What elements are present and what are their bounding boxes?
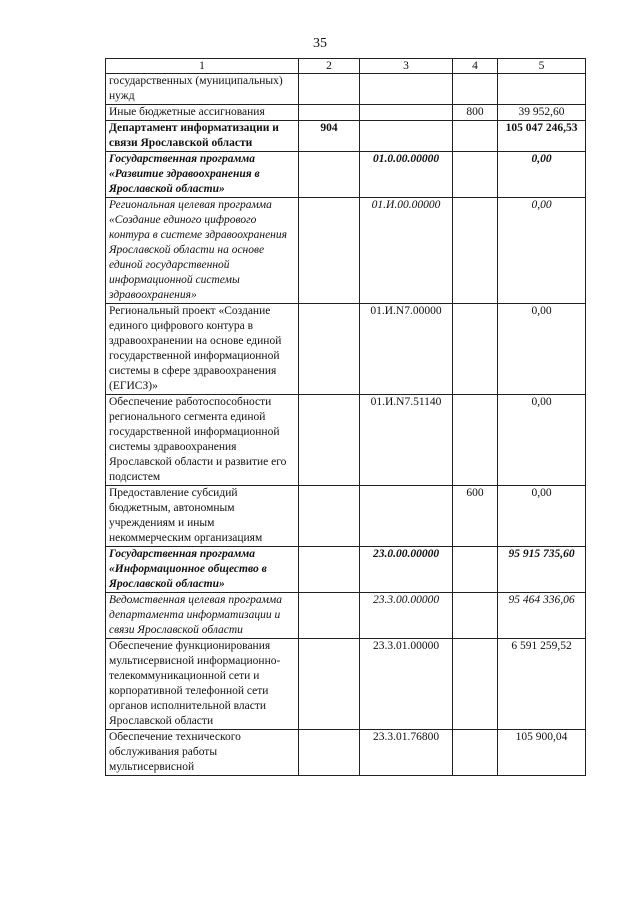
row-name-cell: Региональная целевая программа «Создание единого цифрового контура в системе здравоохранения Ярославской области на основе единой государственной информационной системы здравоохранения» <box>106 198 299 304</box>
column-header: 4 <box>453 59 498 74</box>
row-amount-cell <box>498 74 586 105</box>
row-ministry-cell <box>299 198 360 304</box>
table-header-row <box>106 59 586 74</box>
row-ministry-cell <box>299 486 360 547</box>
row-ministry-cell: 904 <box>299 121 360 152</box>
row-name-cell: Государственная программа «Информационное общество в Ярославской области» <box>106 547 299 593</box>
column-header: 1 <box>106 59 299 74</box>
row-ministry-cell <box>299 395 360 486</box>
column-header: 5 <box>498 59 586 74</box>
row-name-cell: Обеспечение функционирования мультисервисной информационно-телекоммуникационной сети и корпоративной телефонной сети органов исполнительной власти Ярославской области <box>106 639 299 730</box>
row-ministry-cell <box>299 74 360 105</box>
row-ministry-cell <box>299 639 360 730</box>
row-amount-cell: 95 464 336,06 <box>498 593 586 639</box>
column-header: 3 <box>360 59 453 74</box>
row-code-cell: 01.И.00.00000 <box>360 198 453 304</box>
row-ministry-cell <box>299 593 360 639</box>
row-code-cell: 01.0.00.00000 <box>360 152 453 198</box>
table-row <box>106 74 586 105</box>
row-code-cell: 01.И.N7.51140 <box>360 395 453 486</box>
row-amount-cell: 105 900,04 <box>498 730 586 776</box>
row-code-cell: 23.3.01.00000 <box>360 639 453 730</box>
row-type-cell <box>453 74 498 105</box>
row-code-cell <box>360 74 453 105</box>
row-name-cell: Иные бюджетные ассигнования <box>106 105 299 121</box>
row-amount-cell: 0,00 <box>498 198 586 304</box>
page-number: 35 <box>313 36 327 51</box>
row-code-cell <box>360 486 453 547</box>
table-row <box>106 105 586 121</box>
row-name-cell: Региональный проект «Создание единого цифрового контура в здравоохранении на основе единой государственной информационной системы в сфере здравоохранения (ЕГИСЗ)» <box>106 304 299 395</box>
row-type-cell <box>453 304 498 395</box>
table-row <box>106 486 586 547</box>
row-code-cell: 23.3.00.00000 <box>360 593 453 639</box>
row-amount-cell: 105 047 246,53 <box>498 121 586 152</box>
table-row <box>106 593 586 639</box>
budget-table <box>105 58 586 776</box>
table-row <box>106 152 586 198</box>
row-name-cell: Обеспечение технического обслуживания работы мультисервисной <box>106 730 299 776</box>
row-name-cell: Предоставление субсидий бюджетным, автономным учреждениям и иным некоммерческим организациям <box>106 486 299 547</box>
column-header: 2 <box>299 59 360 74</box>
row-amount-cell: 39 952,60 <box>498 105 586 121</box>
row-amount-cell: 0,00 <box>498 395 586 486</box>
row-type-cell <box>453 639 498 730</box>
table-row <box>106 198 586 304</box>
row-type-cell <box>453 547 498 593</box>
row-ministry-cell <box>299 304 360 395</box>
budget-table-body <box>106 59 586 776</box>
row-name-cell: Ведомственная целевая программа департамента информатизации и связи Ярославской области <box>106 593 299 639</box>
row-code-cell <box>360 121 453 152</box>
row-name-cell: Обеспечение работоспособности регионального сегмента единой государственной информационной системы здравоохранения Ярославской области и развитие его подсистем <box>106 395 299 486</box>
row-amount-cell: 0,00 <box>498 304 586 395</box>
row-name-cell: Государственная программа «Развитие здравоохранения в Ярославской области» <box>106 152 299 198</box>
table-row <box>106 395 586 486</box>
row-code-cell <box>360 105 453 121</box>
row-amount-cell: 6 591 259,52 <box>498 639 586 730</box>
table-row <box>106 304 586 395</box>
row-code-cell: 23.0.00.00000 <box>360 547 453 593</box>
row-amount-cell: 0,00 <box>498 486 586 547</box>
table-row <box>106 121 586 152</box>
row-ministry-cell <box>299 730 360 776</box>
table-row <box>106 730 586 776</box>
row-ministry-cell <box>299 547 360 593</box>
row-code-cell: 23.3.01.76800 <box>360 730 453 776</box>
row-name-cell: Департамент информатизации и связи Ярославской области <box>106 121 299 152</box>
row-name-cell: государственных (муниципальных) нужд <box>106 74 299 105</box>
table-row <box>106 639 586 730</box>
row-type-cell: 800 <box>453 105 498 121</box>
row-type-cell <box>453 593 498 639</box>
row-type-cell <box>453 395 498 486</box>
row-amount-cell: 0,00 <box>498 152 586 198</box>
row-ministry-cell <box>299 152 360 198</box>
row-amount-cell: 95 915 735,60 <box>498 547 586 593</box>
row-type-cell: 600 <box>453 486 498 547</box>
row-type-cell <box>453 730 498 776</box>
row-type-cell <box>453 198 498 304</box>
row-type-cell <box>453 121 498 152</box>
table-row <box>106 547 586 593</box>
row-type-cell <box>453 152 498 198</box>
row-ministry-cell <box>299 105 360 121</box>
row-code-cell: 01.И.N7.00000 <box>360 304 453 395</box>
